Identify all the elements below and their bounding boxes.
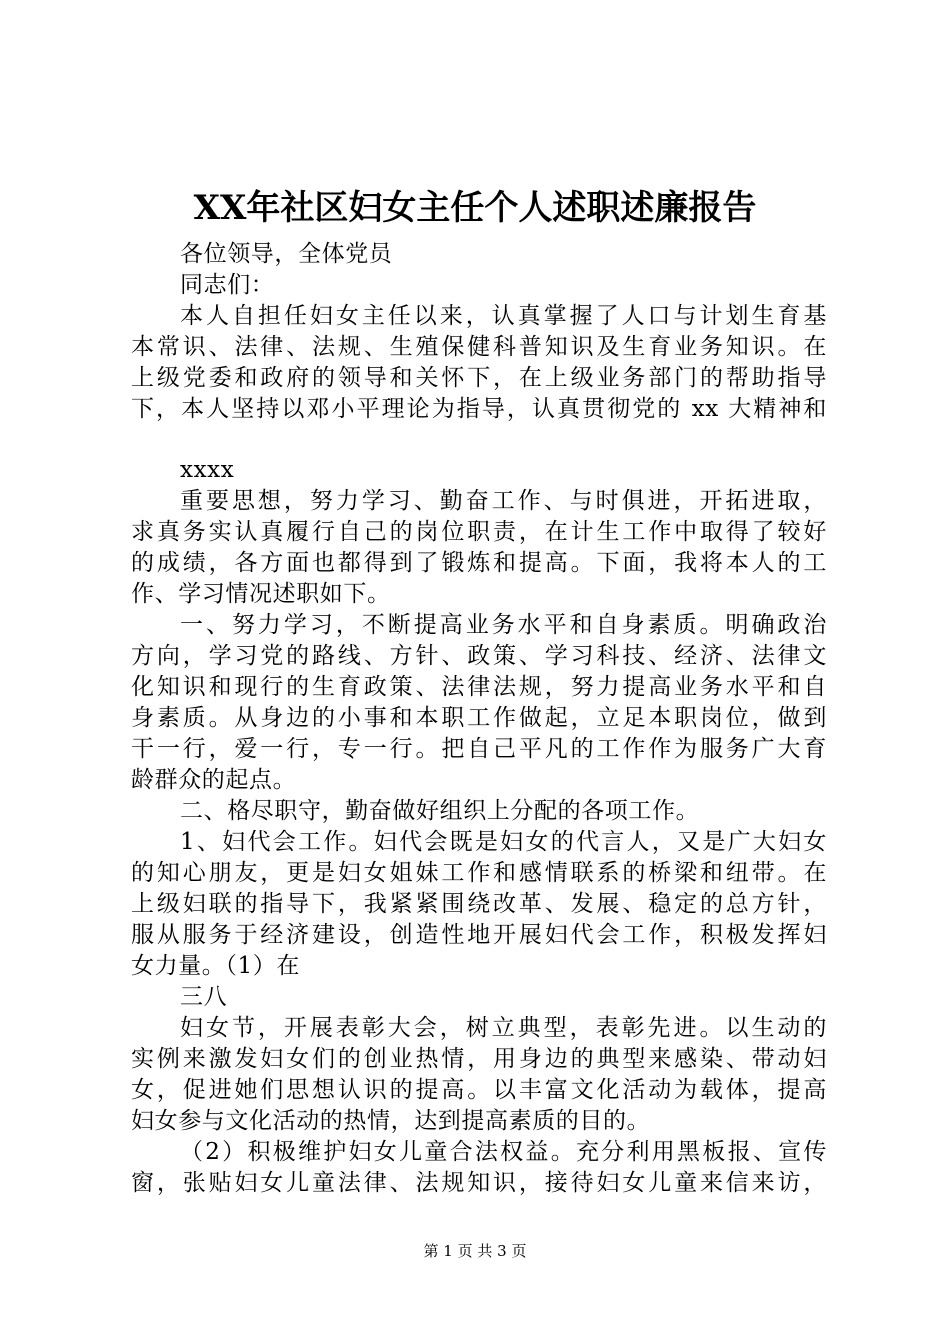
text-line: 二、格尽职守，勤奋做好组织上分配的各项工作。	[180, 798, 700, 824]
text-line: 各位领导，全体党员	[180, 241, 393, 267]
text-line: 三八	[180, 984, 228, 1010]
text-line: 龄群众的起点。	[131, 767, 297, 793]
text-line: 化知识和现行的生育政策、法律法规，努力提高业务水平和自	[131, 674, 827, 700]
text-line: 1、妇代会工作。妇代会既是妇女的代言人，又是广大妇女	[180, 829, 827, 855]
text-line: 妇女参与文化活动的热情，达到提高素质的目的。	[131, 1108, 651, 1134]
text-line: 方向，学习党的路线、方针、政策、学习科技、经济、法律文	[131, 643, 827, 669]
text-line: 窗，张贴妇女儿童法律、法规知识，接待妇女儿童来信来访，	[131, 1170, 827, 1196]
document-title: XX年社区妇女主任个人述职述廉报告	[193, 188, 757, 228]
text-line: （2）积极维护妇女儿童合法权益。充分利用黑板报、宣传	[180, 1139, 827, 1165]
text-line: 女，促进她们思想认识的提高。以丰富文化活动为载体，提高	[131, 1077, 827, 1103]
text-line: 求真务实认真履行自己的岗位职责，在计生工作中取得了较好	[131, 519, 827, 545]
text-line: 本人自担任妇女主任以来，认真掌握了人口与计划生育基	[180, 303, 827, 329]
text-line: 服从服务于经济建设，创造性地开展妇代会工作，积极发挥妇	[131, 922, 827, 948]
text-line: 一、努力学习，不断提高业务水平和自身素质。明确政治	[180, 612, 827, 638]
text-line: 上级党委和政府的领导和关怀下，在上级业务部门的帮助指导	[131, 365, 827, 391]
text-line: 的成绩，各方面也都得到了锻炼和提高。下面，我将本人的工	[131, 550, 827, 576]
text-line: 同志们：	[180, 272, 275, 298]
text-line: 上级妇联的指导下，我紧紧围绕改革、发展、稳定的总方针，	[131, 891, 827, 917]
text-line: 重要思想，努力学习、勤奋工作、与时俱进，开拓进取，	[180, 488, 827, 514]
text-line: 本常识、法律、法规、生殖保健科普知识及生育业务知识。在	[131, 334, 827, 360]
text-line: 身素质。从身边的小事和本职工作做起，立足本职岗位，做到	[131, 705, 827, 731]
text-line: 干一行，爱一行，专一行。把自己平凡的工作作为服务广大育	[131, 736, 827, 762]
text-line: 下，本人坚持以邓小平理论为指导，认真贯彻党的 xx 大精神和	[131, 396, 827, 422]
text-line: 作、学习情况述职如下。	[131, 581, 391, 607]
page-number: 第 1 页 共 3 页	[423, 1242, 527, 1260]
text-line: 女力量。（1）在	[131, 953, 300, 979]
text-line: 妇女节，开展表彰大会，树立典型，表彰先进。以生动的	[180, 1015, 827, 1041]
text-line: xxxx	[180, 457, 235, 483]
text-line: 实例来激发妇女们的创业热情，用身边的典型来感染、带动妇	[131, 1046, 827, 1072]
text-line: 的知心朋友，更是妇女姐妹工作和感情联系的桥梁和纽带。在	[131, 860, 827, 886]
